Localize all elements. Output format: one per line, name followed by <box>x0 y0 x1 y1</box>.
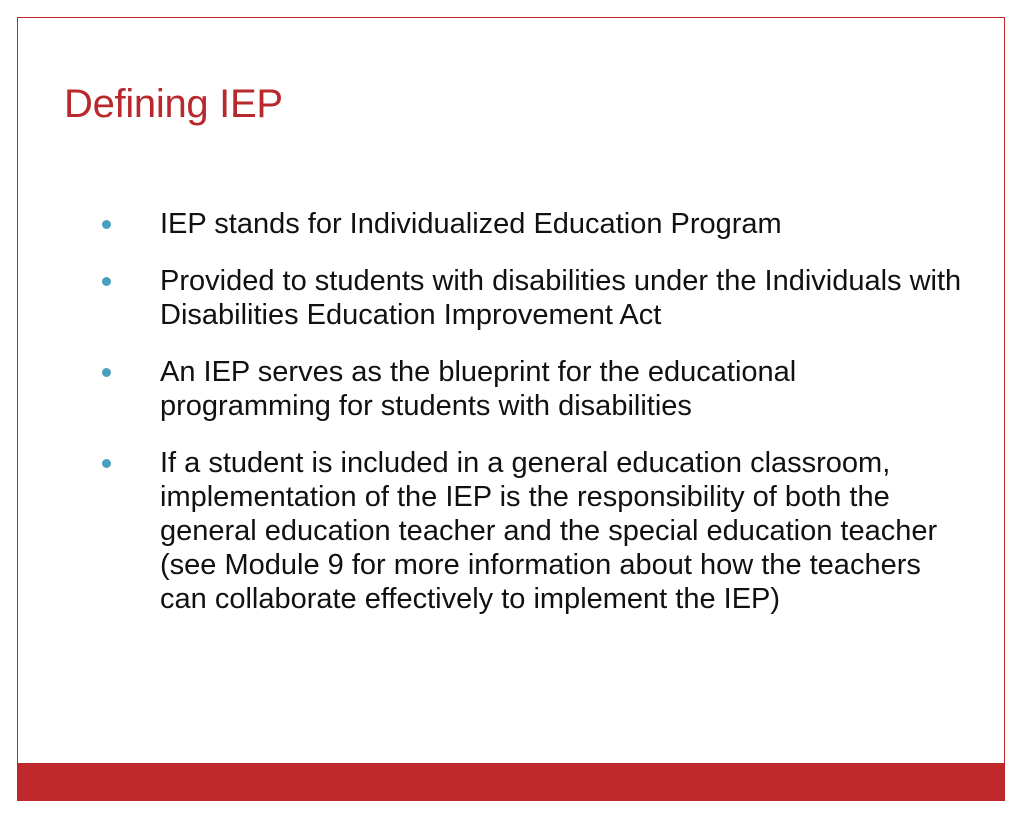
slide <box>17 17 1005 801</box>
slide-title: Defining IEP <box>64 82 283 126</box>
bullet-item <box>102 355 962 423</box>
bullet-item <box>102 207 962 241</box>
bullet-text: An IEP serves as the blueprint for the educational programming for students with disabilities <box>160 356 797 422</box>
footer-bar <box>18 763 1004 800</box>
bullet-item <box>102 446 962 616</box>
bullet-dot-icon <box>102 459 111 468</box>
bullet-text: IEP stands for Individualized Education Program <box>160 208 782 240</box>
bullet-dot-icon <box>102 220 111 229</box>
bullet-list <box>102 207 962 639</box>
bullet-dot-icon <box>102 368 111 377</box>
bullet-dot-icon <box>102 277 111 286</box>
bullet-item <box>102 264 962 332</box>
bullet-text: Provided to students with disabilities under the Individuals with Disabilities Education Improvement Act <box>160 265 962 331</box>
bullet-text: If a student is included in a general education classroom, implementation of the IEP is the responsibility of both the general education teacher and the special education teacher (see Module 9 for more information about how the teachers can collaborate effectively to implement the IEP) <box>160 447 938 615</box>
